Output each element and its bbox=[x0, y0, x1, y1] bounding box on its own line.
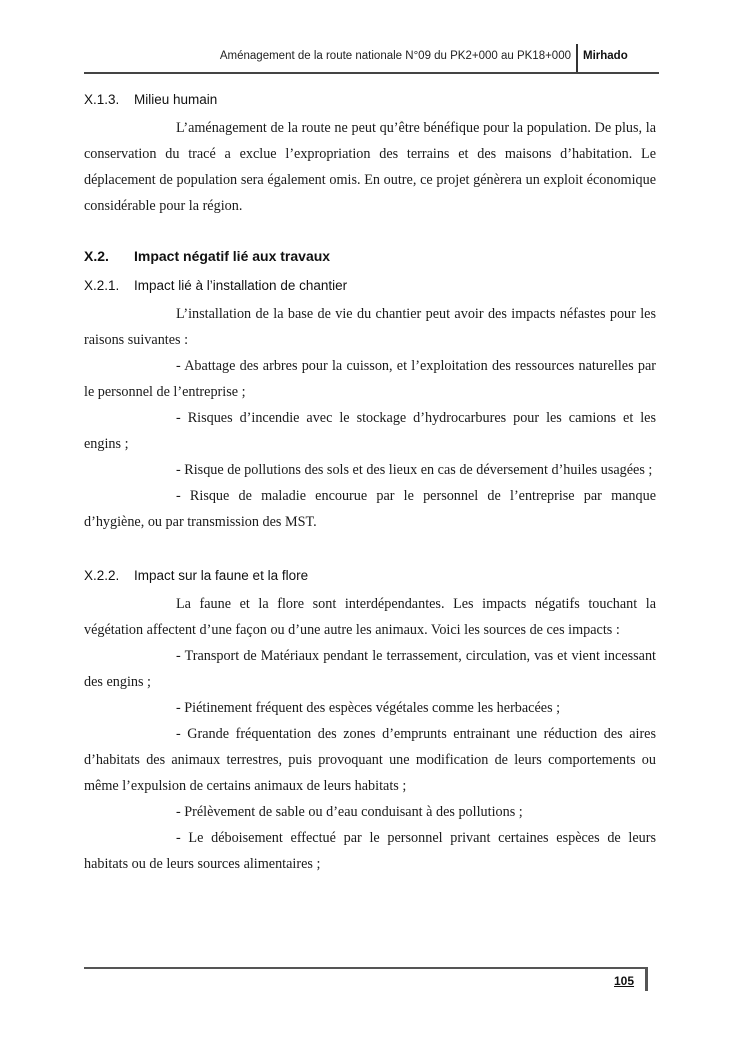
paragraph: La faune et la flore sont interdépendantes. Les impacts négatifs touchant la végétation affectent d’une façon ou d’une autre les animaux. Voici les sources de ces impacts : bbox=[84, 596, 656, 638]
header-separator bbox=[576, 44, 578, 72]
section-title: Impact négatif lié aux travaux bbox=[134, 248, 331, 264]
footer-rule bbox=[84, 967, 647, 969]
list-item: - Risque de maladie encourue par le personnel de l’entreprise par manque d’hygiène, ou par transmission des MST. bbox=[84, 488, 656, 530]
list-item: - Risque de pollutions des sols et des lieux en cas de déversement d’huiles usagées ; bbox=[176, 462, 653, 478]
header-rule bbox=[84, 72, 659, 74]
document-body bbox=[84, 85, 656, 877]
header-title: Aménagement de la route nationale N°09 du PK2+000 au PK18+000 bbox=[219, 50, 571, 62]
section-heading-milieu-humain bbox=[84, 85, 656, 115]
list-item: - Abattage des arbres pour la cuisson, et l’exploitation des ressources naturelles par le personnel de l’entreprise ; bbox=[84, 358, 656, 400]
list-item: - Grande fréquentation des zones d’emprunts entrainant une réduction des aires d’habitats des animaux terrestres, puis provoquant une modification de leurs comportements ou même l’expulsion de certains animaux de leurs habitats ; bbox=[84, 726, 656, 794]
paragraph: L’installation de la base de vie du chantier peut avoir des impacts néfastes pour les raisons suivantes : bbox=[84, 306, 656, 348]
section-heading-faune-flore bbox=[84, 561, 656, 591]
page-header bbox=[84, 44, 659, 74]
section-number: X.2.1. bbox=[84, 278, 120, 293]
list-item: - Piétinement fréquent des espèces végétales comme les herbacées ; bbox=[176, 700, 561, 716]
section-title: Impact sur la faune et la flore bbox=[134, 568, 309, 583]
list-item: - Transport de Matériaux pendant le terrassement, circulation, vas et vient incessant des engins ; bbox=[84, 648, 656, 690]
section-number: X.2. bbox=[84, 248, 109, 264]
header-author: Mirhado bbox=[583, 50, 628, 62]
list-item: - Le déboisement effectué par le personnel privant certaines espèces de leurs habitats ou de leurs sources alimentaires ; bbox=[84, 830, 656, 872]
section-heading-impact-negatif bbox=[84, 241, 656, 271]
section-number: X.1.3. bbox=[84, 92, 120, 107]
paragraph: L’aménagement de la route ne peut qu’être bénéfique pour la population. De plus, la conservation du tracé a exclue l’expropriation des terrains et des maisons d’habitation. Le déplacement de population sera également omis. En outre, ce projet génèrera un exploit économique considérable pour la région. bbox=[84, 120, 656, 214]
footer-separator bbox=[645, 967, 648, 991]
list-item: - Risques d’incendie avec le stockage d’hydrocarbures pour les camions et les engins ; bbox=[84, 410, 656, 452]
list-item: - Prélèvement de sable ou d’eau conduisant à des pollutions ; bbox=[176, 804, 523, 820]
section-title: Milieu humain bbox=[134, 92, 218, 107]
section-number: X.2.2. bbox=[84, 568, 120, 583]
page-number: 105 bbox=[614, 974, 635, 988]
section-title: Impact lié à l’installation de chantier bbox=[134, 278, 348, 293]
section-heading-installation-chantier bbox=[84, 271, 656, 301]
